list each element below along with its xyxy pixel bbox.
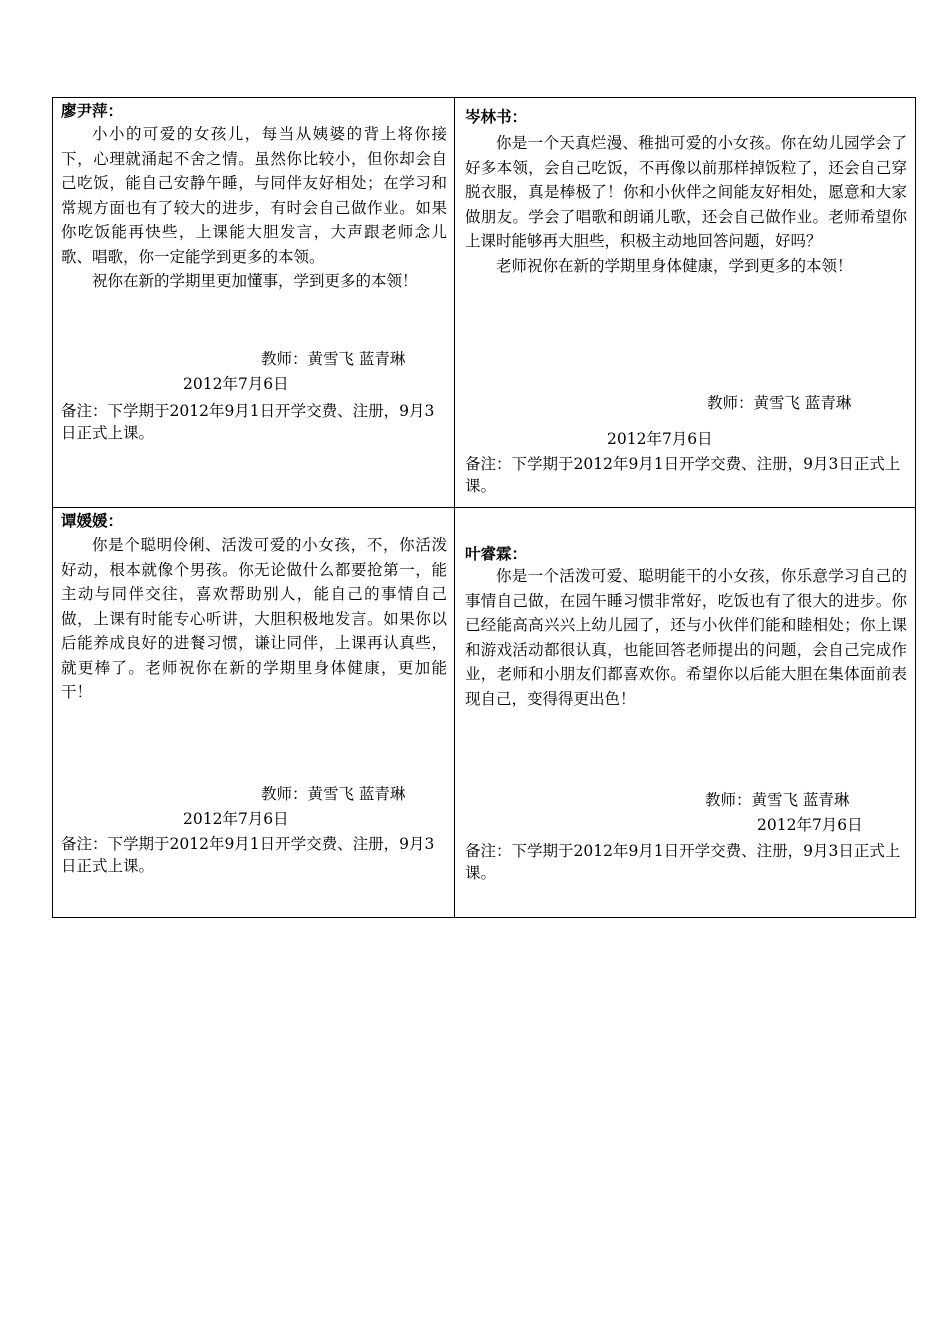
comment-body <box>465 564 907 711</box>
comment-date: 2012年7月6日 <box>183 810 289 828</box>
remark-note: 备注：下学期于2012年9月1日开学交费、注册，9月3日正式上课。 <box>465 455 901 495</box>
teacher-signature: 教师：黄雪飞 蓝青琳 <box>707 394 852 412</box>
card-cell <box>455 508 916 918</box>
teacher-signature: 教师：黄雪飞 蓝青琳 <box>261 350 406 368</box>
comment-body <box>61 533 447 705</box>
comment-body <box>61 122 447 294</box>
comment-paragraph: 小小的可爱的女孩儿，每当从姨婆的背上将你接下，心理就涌起不舍之情。虽然你比较小，但你却会自己吃饭，能自己安静午睡，与同伴友好相处；在学习和常规方面也有了较大的进步，有时会自己做作业。如果你吃饭能再快些，上课能大胆发言，大声跟老师念儿歌、唱歌，你一定能学到更多的本领。 <box>61 125 447 266</box>
remark-note: 备注：下学期于2012年9月1日开学交费、注册，9月3日正式上课。 <box>61 835 435 875</box>
comment-date: 2012年7月6日 <box>757 816 863 834</box>
comment-table <box>52 97 916 918</box>
comment-date: 2012年7月6日 <box>607 430 713 448</box>
teacher-signature: 教师：黄雪飞 蓝青琳 <box>261 785 406 803</box>
report-sheet <box>52 97 913 917</box>
student-name: 叶睿霖： <box>465 545 528 563</box>
comment-body <box>465 131 907 278</box>
card-cell <box>455 98 916 508</box>
remark-note: 备注：下学期于2012年9月1日开学交费、注册，9月3日正式上课。 <box>465 842 901 882</box>
comment-paragraph: 祝你在新的学期里更加懂事，学到更多的本领！ <box>92 272 418 290</box>
card-cell <box>53 508 455 918</box>
comment-paragraph: 你是一个活泼可爱、聪明能干的小女孩，你乐意学习自己的事情自己做，在园午睡习惯非常好，吃饭也有了很大的进步。你已经能高高兴兴上幼儿园了，还与小伙伴们能和睦相处；你上课和游戏活动都很认真，也能回答老师提出的问题，会自己完成作业，老师和小朋友们都喜欢你。希望你以后能大胆在集体面前表现自己，变得得更出色！ <box>465 567 907 708</box>
remark-note: 备注：下学期于2012年9月1日开学交费、注册，9月3日正式上课。 <box>61 402 435 442</box>
comment-paragraph: 你是个聪明伶俐、活泼可爱的小女孩，不，你活泼好动，根本就像个男孩。你无论做什么都要抢第一，能主动与同伴交往，喜欢帮助别人，能自己的事情自己做，上课有时能专心听讲，大胆积极地发言。如果你以后能养成良好的进餐习惯，谦让同伴，上课再认真些，就更棒了。老师祝你在新的学期里身体健康，更加能干！ <box>61 536 447 701</box>
comment-paragraph: 你是一个天真烂漫、稚拙可爱的小女孩。你在幼儿园学会了好多本领，会自己吃饭，不再像以前那样掉饭粒了，还会自己穿脱衣服，真是棒极了！你和小伙伴之间能友好相处，愿意和大家做朋友。学会了唱歌和朗诵儿歌，还会自己做作业。老师希望你上课时能够再大胆些，积极主动地回答问题，好吗？ <box>465 134 907 250</box>
teacher-signature: 教师：黄雪飞 蓝青琳 <box>705 791 850 809</box>
student-name: 廖尹萍： <box>61 102 124 120</box>
comment-date: 2012年7月6日 <box>183 375 289 393</box>
comment-paragraph: 老师祝你在新的学期里身体健康，学到更多的本领！ <box>496 256 853 275</box>
student-name: 岑林书： <box>465 108 528 126</box>
student-name: 谭媛媛： <box>61 512 124 530</box>
card-cell <box>53 98 455 508</box>
